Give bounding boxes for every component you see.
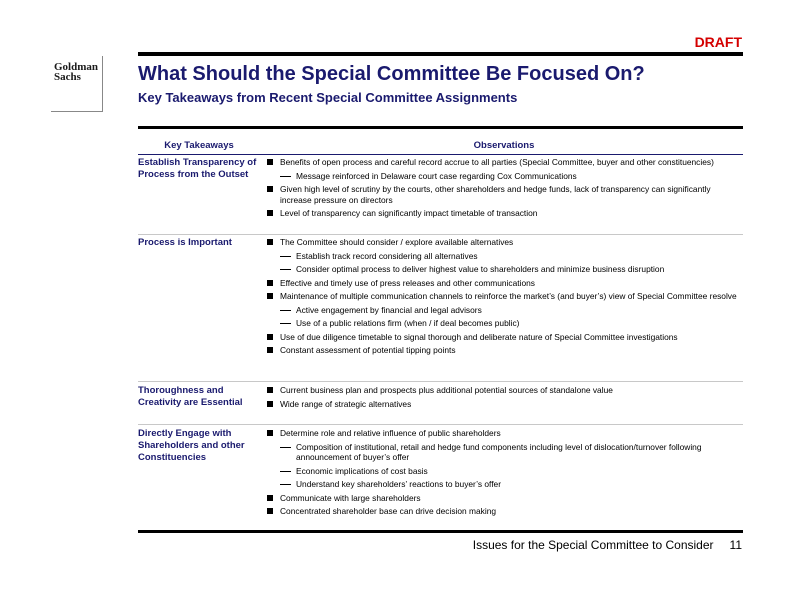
takeaway-section-transparency (138, 157, 743, 235)
page-footer (473, 538, 742, 552)
observation-sub-bullet (266, 442, 743, 463)
observation-text: Message reinforced in Delaware court case regarding Cox Communications (296, 170, 577, 181)
page-subtitle: Key Takeaways from Recent Special Committee Assignments (138, 90, 518, 105)
square-bullet-icon (267, 387, 273, 393)
square-bullet-icon (267, 508, 273, 514)
square-bullet-icon (267, 159, 273, 165)
observation-bullet (266, 332, 743, 343)
observation-bullet (266, 345, 743, 356)
dash-bullet-icon (280, 447, 291, 448)
observation-text: Consider optimal process to deliver highest value to shareholders and minimize business disruption (296, 264, 665, 274)
observation-text: Constant assessment of potential tipping points (280, 345, 456, 355)
square-bullet-icon (267, 347, 273, 353)
observations-list (266, 385, 743, 412)
observation-sub-bullet (266, 171, 743, 182)
top-rule (138, 52, 743, 56)
observations-list (266, 237, 743, 359)
observation-text: Use of due diligence timetable to signal thorough and deliberate nature of Special Committee investigations (280, 331, 678, 342)
takeaway-label: Process is Important (138, 237, 232, 248)
observation-text: Communicate with large shareholders (280, 492, 421, 503)
observation-text: Effective and timely use of press releases and other communications (280, 277, 535, 288)
observation-bullet (266, 506, 743, 517)
observation-bullet (266, 237, 743, 248)
goldman-sachs-logo (51, 56, 103, 112)
observation-sub-bullet (266, 318, 743, 329)
observation-bullet (266, 291, 743, 302)
observation-bullet (266, 428, 743, 439)
column-header-rule (138, 154, 743, 155)
observation-sub-bullet (266, 251, 743, 262)
square-bullet-icon (267, 495, 273, 501)
takeaway-label: Thoroughness and Creativity are Essential (138, 385, 243, 408)
observation-text: Wide range of strategic alternatives (280, 398, 412, 409)
takeaway-label: Directly Engage with Shareholders and other Constituencies (138, 428, 245, 463)
square-bullet-icon (267, 210, 273, 216)
square-bullet-icon (267, 293, 273, 299)
observation-sub-bullet (266, 264, 743, 275)
bottom-rule (138, 530, 743, 533)
takeaway-section-process (138, 237, 743, 382)
observations-list (266, 428, 743, 520)
dash-bullet-icon (280, 323, 291, 324)
observation-text: Economic implications of cost basis (296, 465, 428, 476)
observation-text: Current business plan and prospects plus additional potential sources of standalone value (280, 385, 613, 395)
square-bullet-icon (267, 239, 273, 245)
observation-text: Understand key shareholders’ reactions to buyer’s offer (296, 479, 501, 489)
dash-bullet-icon (280, 471, 291, 472)
dash-bullet-icon (280, 256, 291, 257)
dash-bullet-icon (280, 176, 291, 177)
observation-text: Active engagement by financial and legal advisors (296, 304, 482, 315)
observation-bullet (266, 278, 743, 289)
square-bullet-icon (267, 430, 273, 436)
observation-text: Establish track record considering all alternatives (296, 250, 478, 261)
observation-text: Maintenance of multiple communication channels to reinforce the market’s (and buyer’s) view of Special Committee resolve (280, 291, 737, 301)
observation-text: Concentrated shareholder base can drive decision making (280, 506, 497, 516)
page-number: 11 (729, 538, 742, 552)
column-header-key-takeaways: Key Takeaways (164, 140, 234, 151)
observation-sub-bullet (266, 479, 743, 490)
observation-text: Use of a public relations firm (when / if deal becomes public) (296, 318, 520, 328)
observation-text: Given high level of scrutiny by the courts, other shareholders and hedge funds, lack of transparency can significantly increase pressure on directors (280, 184, 711, 205)
observation-text: The Committee should consider / explore available alternatives (280, 237, 514, 247)
observation-bullet (266, 184, 743, 205)
square-bullet-icon (267, 401, 273, 407)
square-bullet-icon (267, 186, 273, 192)
observation-bullet (266, 157, 743, 168)
observation-sub-bullet (266, 305, 743, 316)
observation-bullet (266, 208, 743, 219)
square-bullet-icon (267, 334, 273, 340)
observation-text: Determine role and relative influence of public shareholders (280, 428, 501, 438)
page-title: What Should the Special Committee Be Focused On? (138, 63, 645, 85)
column-header-observations: Observations (473, 140, 535, 151)
dash-bullet-icon (280, 310, 291, 311)
takeaway-label: Establish Transparency of Process from the Outset (138, 157, 257, 180)
square-bullet-icon (267, 280, 273, 286)
footer-title: Issues for the Special Committee to Consider (472, 538, 714, 552)
takeaway-section-shareholders (138, 428, 743, 524)
observation-text: Composition of institutional, retail and hedge fund components including level of dislocation/turnover following announcement of buyer’s offer (296, 441, 702, 462)
observation-bullet (266, 385, 743, 396)
logo-line-2: Sachs (54, 71, 81, 83)
observations-list (266, 157, 743, 222)
observation-text: Level of transparency can significantly impact timetable of transaction (280, 208, 538, 218)
draft-stamp: DRAFT (694, 34, 742, 50)
dash-bullet-icon (280, 269, 291, 270)
takeaway-section-thoroughness (138, 385, 743, 425)
observation-sub-bullet (266, 466, 743, 477)
observation-text: Benefits of open process and careful record accrue to all parties (Special Committee, buyer and other constituencies) (280, 157, 714, 167)
logo-line-1: Goldman (54, 61, 99, 73)
observation-bullet (266, 493, 743, 504)
dash-bullet-icon (280, 484, 291, 485)
observation-bullet (266, 399, 743, 410)
header-rule (138, 126, 743, 129)
